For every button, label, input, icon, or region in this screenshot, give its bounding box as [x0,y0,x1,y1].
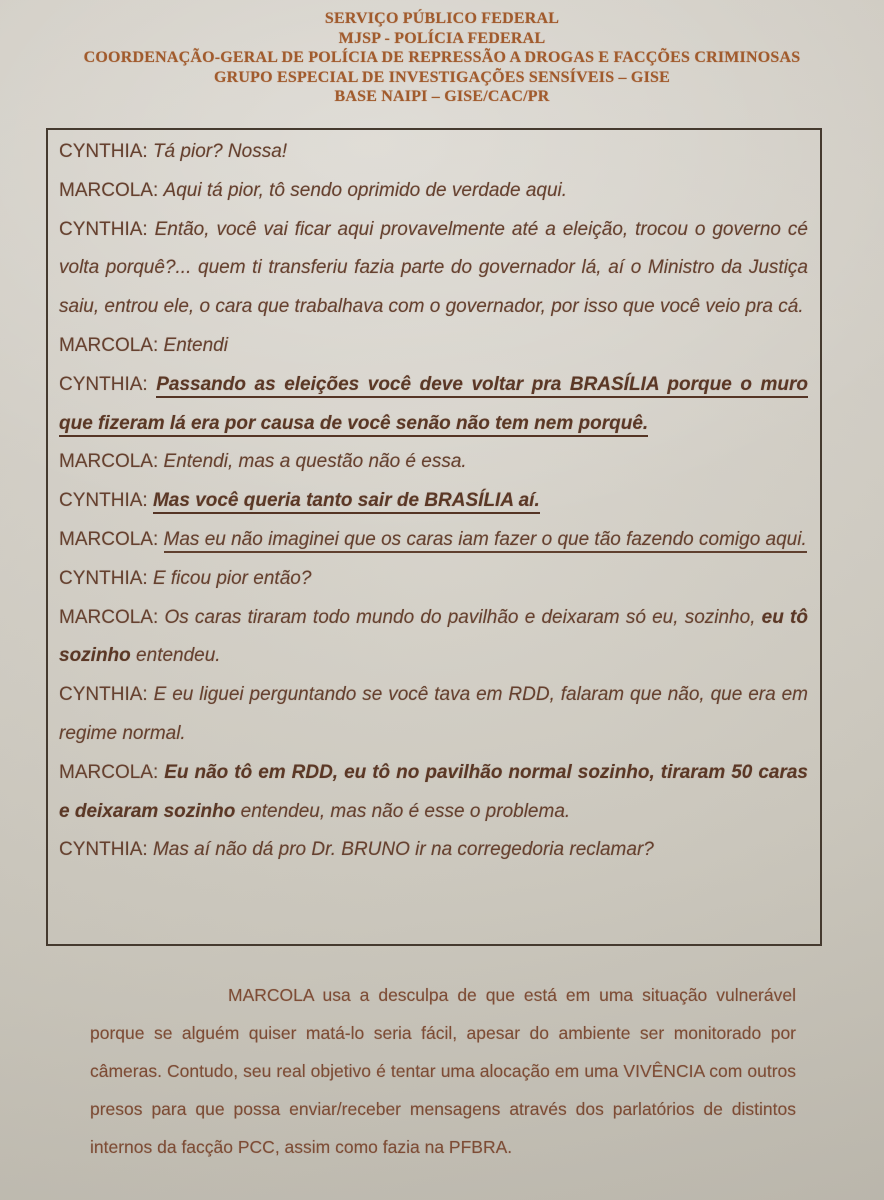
speaker-label: CYNTHIA: [59,839,153,861]
speaker-label: MARCOLA: [59,528,164,550]
speaker-label: MARCOLA: [59,761,165,783]
speaker-label: CYNTHIA: [59,567,153,589]
transcript-line [59,443,808,482]
transcript-line [59,754,808,832]
transcript-line [59,172,808,211]
speech-segment: E eu liguei perguntando se você tava em RDD, falaram que não, que era em regime normal. [59,684,809,744]
header-line-base-naipi: BASE NAIPI – GISE/CAC/PR [334,88,550,105]
header-line-coordenacao: COORDENAÇÃO-GERAL DE POLÍCIA DE REPRESSÃO A DROGAS E FACÇÕES CRIMINOSAS [83,49,801,66]
speech-segment: Os caras tiraram todo mundo do pavilhão e deixaram só eu, sozinho, [164,606,762,628]
transcript-line [59,521,808,560]
header-line-grupo-especial: GRUPO ESPECIAL DE INVESTIGAÇÕES SENSÍVEIS – GISE [214,68,670,86]
header-line-servico-publico: SERVIÇO PÚBLICO FEDERAL [324,10,560,27]
speech-segment: entendeu. [130,645,221,667]
speech-segment: eu tô sozinho [59,606,808,667]
speech-segment: Eu não tô em RDD, eu tô no pavilhão normal sozinho, tiraram 50 caras e deixaram sozinho [59,761,808,822]
speaker-label: MARCOLA: [59,606,165,628]
transcript-line [59,676,808,754]
speaker-label: MARCOLA: [59,179,164,201]
speaker-label: CYNTHIA: [59,218,155,240]
transcript-line [59,133,808,172]
transcript-line [59,831,808,870]
header-line-mjsp: MJSP - POLÍCIA FEDERAL [338,29,546,47]
speech-segment: Passando as eleições você deve voltar pra BRASÍLIA porque o muro que fizeram lá era por causa de você senão não tem nem porquê. [59,374,808,437]
transcript-box [46,128,822,946]
transcript-line [59,482,808,521]
speech-segment: Mas você queria tanto sair de BRASÍLIA aí. [153,490,540,514]
speaker-label: CYNTHIA: [59,684,154,706]
speaker-label: MARCOLA: [59,334,164,356]
summary-paragraph: MARCOLA usa a desculpa de que está em uma situação vulnerável porque se alguém quiser matá-lo seria fácil, apesar do ambiente ser monitorado por câmeras. Contudo, seu real objetivo é tentar uma alocação em uma VIVÊNCIA com outros presos para que possa enviar/receber mensagens através dos parlatórios de distintos internos da facção PCC, assim como fazia na PFBRA. [90,985,796,1157]
transcript-line [59,560,808,599]
speech-segment: E ficou pior então? [152,567,312,589]
speaker-label: CYNTHIA: [59,490,153,512]
speech-segment: Então, você vai ficar aqui provavelmente até a eleição, trocou o governo cé volta porquê?... quem ti transferiu fazia parte do governador lá, aí o Ministro da Justiça saiu, entrou ele, o cara que trabalhava com o governador, por isso que você veio pra cá. [59,218,808,318]
speech-segment: entendeu, mas não é esse o problema. [235,800,571,822]
speech-segment: Aqui tá pior, tô sendo oprimido de verdade aqui. [163,179,568,201]
speech-segment: Mas eu não imaginei que os caras iam fazer o que tão fazendo comigo aqui. [164,529,807,553]
transcript-line [59,366,808,444]
speech-segment: Mas aí não dá pro Dr. BRUNO ir na corregedoria reclamar? [152,839,654,861]
transcript-line [59,599,808,677]
transcript-line [59,211,808,327]
speech-segment: Entendi [163,334,228,356]
speaker-label: MARCOLA: [59,451,164,473]
transcript-line [59,327,808,366]
speech-segment: Tá pior? Nossa! [152,141,288,162]
document-header [0,9,884,107]
speech-segment: Entendi, mas a questão não é essa. [163,451,467,473]
speaker-label: CYNTHIA: [59,141,153,162]
speaker-label: CYNTHIA: [59,373,157,395]
